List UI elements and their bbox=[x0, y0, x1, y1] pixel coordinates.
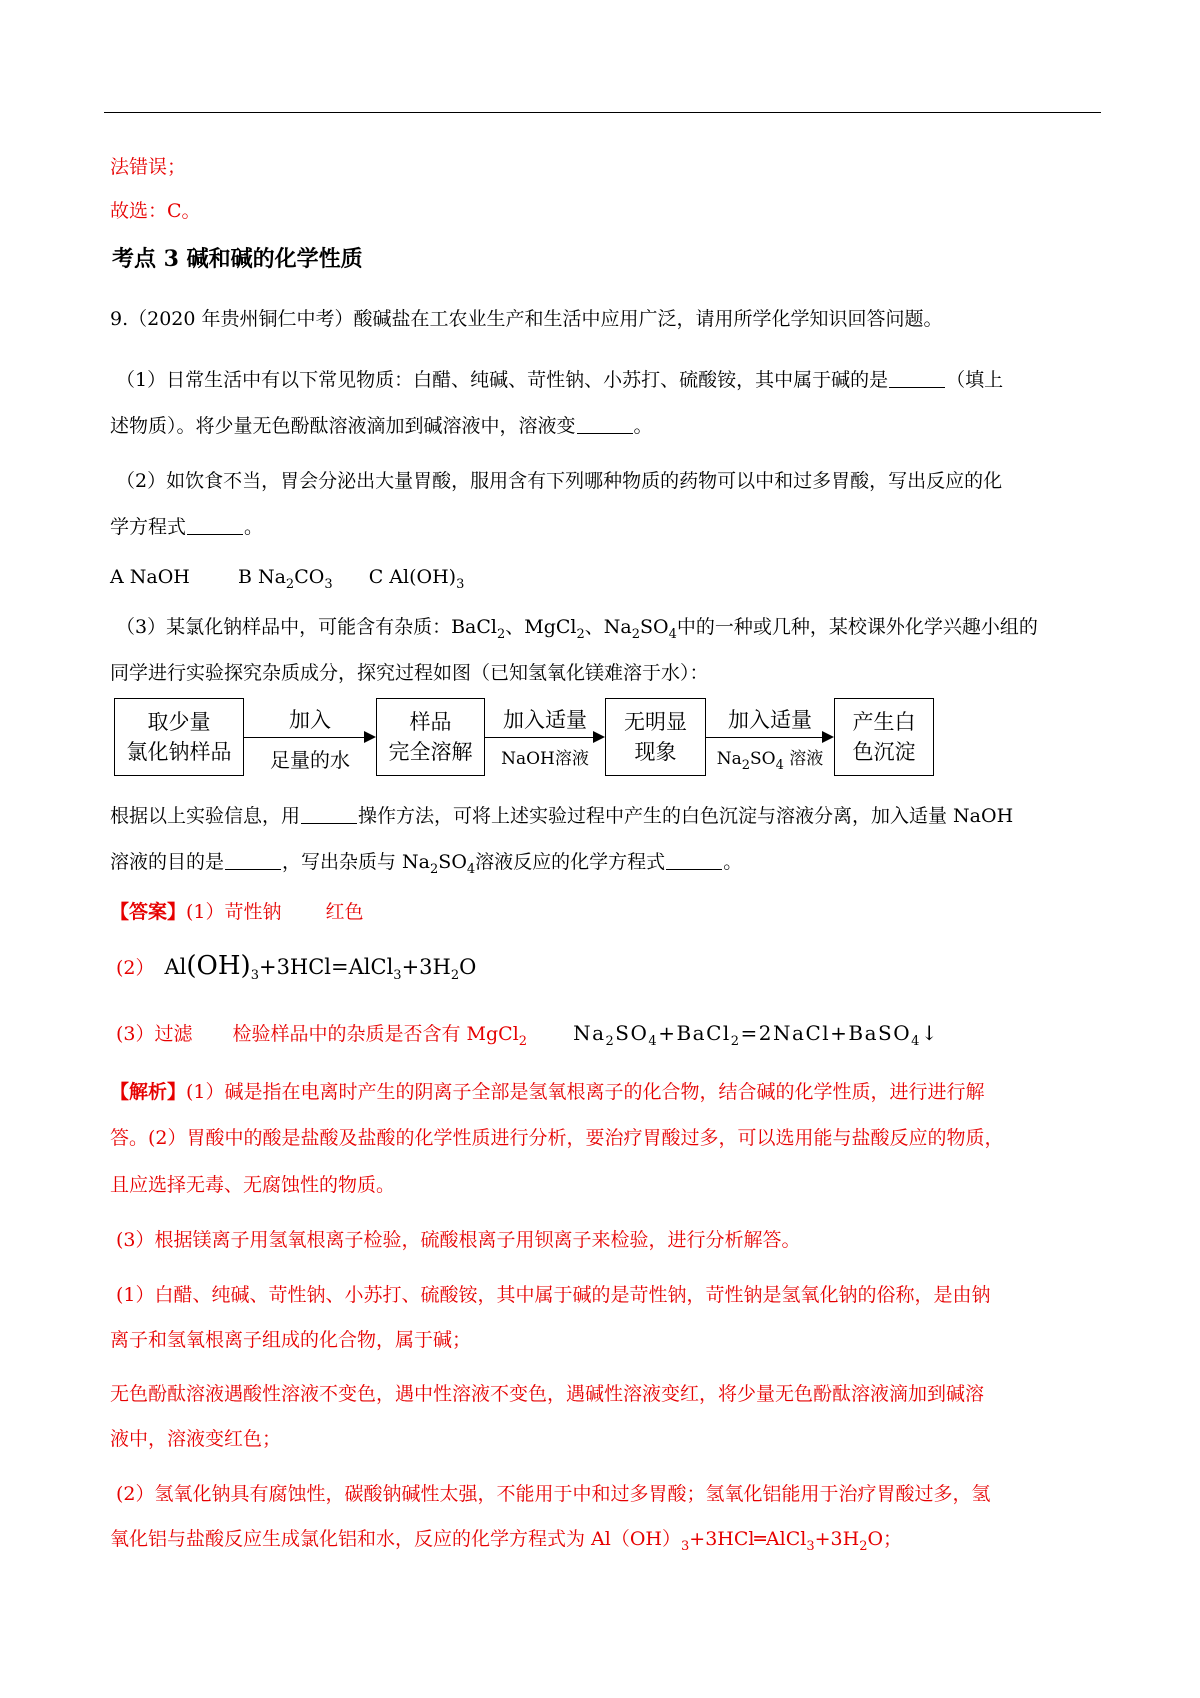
text: +3H bbox=[401, 955, 451, 979]
text: （3）某氯化钠样品中，可能含有杂质：BaCl bbox=[116, 616, 497, 638]
text: Na bbox=[573, 1021, 606, 1045]
subscript: 2 bbox=[576, 627, 585, 642]
subscript: 3 bbox=[250, 968, 259, 983]
analysis-label: 【解析】 bbox=[110, 1081, 187, 1103]
subscript: 3 bbox=[393, 968, 402, 983]
answer-blank bbox=[889, 367, 945, 388]
subscript: 2 bbox=[450, 968, 460, 983]
analysis-line: (1）白醋、纯碱、苛性钠、小苏打、硫酸铵，其中属于碱的是苛性钠，苛性钠是氢氧化钠的俗称，是由钠 bbox=[116, 1284, 991, 1306]
text: 现象 bbox=[634, 740, 677, 764]
subscript: 2 bbox=[497, 627, 506, 642]
analysis-line: 答。(2）胃酸中的酸是盐酸及盐酸的化学性质进行分析，要治疗胃酸过多，可以选用能与盐酸反应的物质， bbox=[110, 1127, 1004, 1149]
text: Na bbox=[716, 749, 742, 769]
text: 。 bbox=[633, 415, 653, 437]
arrow-shaft bbox=[706, 737, 826, 738]
text: 产生白 bbox=[852, 710, 916, 734]
text: ↓ bbox=[920, 1021, 940, 1045]
analysis-line bbox=[110, 1526, 902, 1552]
question-line bbox=[110, 803, 1013, 829]
question-line bbox=[116, 367, 1003, 393]
text: O bbox=[459, 955, 477, 979]
section-heading: 考点 3 碱和碱的化学性质 bbox=[112, 246, 363, 272]
subscript: 4 bbox=[668, 627, 677, 642]
text: (1）碱是指在电离时产生的阴离子全部是氢氧根离子的化合物，结合碱的化学性质，进行进行解 bbox=[186, 1081, 985, 1103]
text: ，写出杂质与 Na bbox=[282, 851, 431, 873]
subscript: 2 bbox=[518, 1034, 528, 1049]
arrow-head bbox=[364, 731, 376, 743]
text-line: 故选：C。 bbox=[110, 200, 201, 222]
answer-blank bbox=[577, 413, 633, 434]
subscript: 2 bbox=[859, 1539, 868, 1554]
subscript: 4 bbox=[466, 862, 476, 877]
text: 样品 bbox=[409, 710, 452, 734]
analysis-line: (2）氢氧化钠具有腐蚀性，碳酸钠碱性太强，不能用于中和过多胃酸；氢氧化铝能用于治疗胃酸过多，氢 bbox=[116, 1483, 991, 1505]
text: 无明显 bbox=[624, 710, 687, 734]
analysis-line bbox=[110, 1079, 985, 1105]
answer-line-3 bbox=[116, 1020, 939, 1047]
equation bbox=[164, 951, 477, 983]
arrow-label: 足量的水 bbox=[270, 748, 350, 772]
text: 取少量 bbox=[147, 710, 211, 734]
option-a: A NaOH bbox=[110, 566, 190, 588]
flow-arrow-2 bbox=[485, 698, 605, 776]
flow-box-precipitate bbox=[834, 698, 934, 776]
options-line bbox=[110, 564, 464, 590]
flow-box-no-change bbox=[605, 698, 706, 776]
answer-blank bbox=[187, 514, 243, 535]
arrow-label: 加入适量 bbox=[503, 708, 587, 732]
subscript: 2 bbox=[605, 1034, 616, 1049]
text: 色沉淀 bbox=[852, 740, 916, 764]
text: 检验样品中的杂质是否含有 MgCl bbox=[232, 1023, 519, 1045]
text: =2NaCl+BaSO bbox=[740, 1021, 912, 1045]
analysis-line: 液中，溶液变红色； bbox=[110, 1428, 282, 1450]
question-line bbox=[110, 849, 742, 875]
text: +3HCl═AlCl bbox=[689, 1528, 807, 1550]
text: 、Na bbox=[584, 616, 632, 638]
subscript: 2 bbox=[730, 1034, 741, 1049]
analysis-line: 且应选择无毒、无腐蚀性的物质。 bbox=[110, 1174, 396, 1196]
question-line: 同学进行实验探究杂质成分，探究过程如图（已知氢氧化镁难溶于水）： bbox=[110, 662, 709, 684]
subscript: 2 bbox=[430, 862, 439, 877]
arrow-label: NaOH溶液 bbox=[501, 749, 589, 769]
subscript: 3 bbox=[806, 1539, 815, 1554]
text-line: 法错误； bbox=[110, 156, 187, 178]
flow-box-sample bbox=[114, 698, 244, 776]
text: (3）过滤 bbox=[116, 1023, 193, 1045]
subscript: 4 bbox=[911, 1034, 921, 1049]
subscript: 2 bbox=[631, 627, 641, 642]
text: 红色 bbox=[325, 901, 364, 923]
question-line bbox=[116, 614, 1038, 640]
arrow-label: 加入适量 bbox=[728, 708, 812, 732]
text: SO bbox=[615, 1021, 649, 1045]
text: +BaCl bbox=[658, 1021, 731, 1045]
text: 、MgCl bbox=[505, 616, 577, 638]
option-c bbox=[368, 566, 465, 592]
subscript: 4 bbox=[648, 1034, 659, 1049]
option-b bbox=[237, 566, 333, 592]
arrow-shaft bbox=[485, 737, 597, 738]
answer-line-2 bbox=[116, 953, 476, 981]
text: 完全溶解 bbox=[388, 740, 473, 764]
answer-blank bbox=[666, 849, 722, 870]
text: 学方程式 bbox=[110, 516, 187, 538]
arrow-head bbox=[822, 731, 834, 743]
text: 根据以上实验信息，用 bbox=[110, 805, 301, 827]
arrow-head bbox=[593, 731, 605, 743]
text: 中的一种或几种，某校课外化学兴趣小组的 bbox=[676, 616, 1038, 638]
text: SO bbox=[438, 851, 467, 873]
text: C Al(OH) bbox=[368, 566, 457, 588]
text: +3HCl=AlCl bbox=[258, 955, 394, 979]
answer-line-1 bbox=[110, 899, 364, 925]
question-line bbox=[110, 413, 653, 439]
analysis-line: 离子和氢氧根离子组成的化合物，属于碱； bbox=[110, 1329, 472, 1351]
text: （填上 bbox=[946, 369, 1004, 391]
text: 溶液的目的是 bbox=[110, 851, 225, 873]
text: (OH) bbox=[186, 951, 251, 981]
text: +3H bbox=[814, 1528, 860, 1550]
text: SO bbox=[750, 749, 776, 769]
text: 溶液反应的化学方程式 bbox=[475, 851, 666, 873]
analysis-line: 无色酚酞溶液遇酸性溶液不变色，遇中性溶液不变色，遇碱性溶液变红，将少量无色酚酞溶液滴加到碱溶 bbox=[110, 1383, 985, 1405]
text: 操作方法，可将上述实验过程中产生的白色沉淀与溶液分离，加入适量 NaOH bbox=[358, 805, 1014, 827]
flow-arrow-1 bbox=[244, 698, 376, 776]
text: (2） bbox=[116, 957, 155, 979]
text: SO bbox=[640, 616, 669, 638]
subscript: 3 bbox=[324, 577, 333, 592]
question-stem: 9.（2020 年贵州铜仁中考）酸碱盐在工农业生产和生活中应用广泛，请用所学化学知识回答问题。 bbox=[110, 308, 943, 330]
arrow-shaft bbox=[244, 737, 368, 738]
text: 。 bbox=[723, 851, 743, 873]
text: B Na bbox=[237, 566, 286, 588]
flow-arrow-3 bbox=[706, 698, 834, 776]
subscript: 4 bbox=[775, 758, 784, 773]
equation bbox=[573, 1021, 940, 1049]
text: O； bbox=[867, 1528, 903, 1550]
text: 氯化钠样品 bbox=[126, 740, 232, 764]
flow-box-dissolved bbox=[376, 698, 485, 776]
answer-label: 【答案】 bbox=[110, 901, 187, 923]
arrow-label bbox=[706, 744, 834, 773]
arrow-label: 加入 bbox=[289, 708, 331, 732]
subscript: 2 bbox=[285, 577, 295, 592]
question-line bbox=[110, 514, 263, 540]
text: Al bbox=[164, 955, 187, 979]
text: (1）苛性钠 bbox=[186, 901, 282, 923]
experiment-flow-diagram bbox=[114, 698, 944, 780]
question-line: （2）如饮食不当，胃会分泌出大量胃酸，服用含有下列哪种物质的药物可以中和过多胃酸，写出反应的化 bbox=[116, 470, 1003, 492]
subscript: 3 bbox=[456, 577, 465, 592]
text: 溶液 bbox=[789, 749, 824, 769]
answer-blank bbox=[225, 849, 281, 870]
analysis-line: (3）根据镁离子用氢氧根离子检验，硫酸根离子用钡离子来检验，进行分析解答。 bbox=[116, 1229, 801, 1251]
subscript: 2 bbox=[741, 758, 750, 773]
header-rule bbox=[104, 112, 1101, 113]
text: CO bbox=[294, 566, 325, 588]
subscript: 3 bbox=[681, 1539, 690, 1554]
answer-blank bbox=[301, 803, 357, 824]
text: （1）日常生活中有以下常见物质：白醋、纯碱、苛性钠、小苏打、硫酸铵，其中属于碱的是 bbox=[116, 369, 889, 391]
text: 。 bbox=[244, 516, 264, 538]
text: 述物质）。将少量无色酚酞溶液滴加到碱溶液中，溶液变 bbox=[110, 415, 576, 437]
text: 氧化铝与盐酸反应生成氯化铝和水，反应的化学方程式为 Al（OH） bbox=[110, 1528, 681, 1550]
